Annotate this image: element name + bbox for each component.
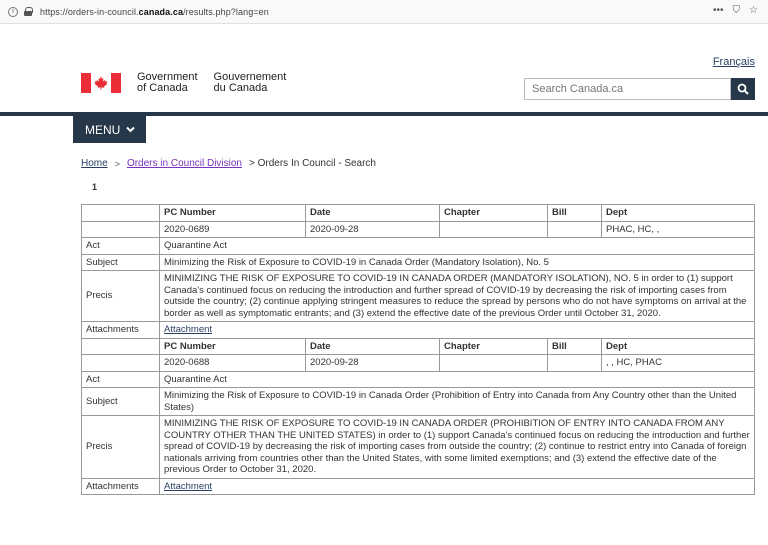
act-value: Quarantine Act — [160, 371, 755, 388]
pc-number-header: PC Number — [160, 205, 306, 222]
precis-value: MINIMIZING THE RISK OF EXPOSURE TO COVID-19 IN CANADA ORDER (MANDATORY ISOLATION), NO. 5 in order to (1) support Canada's continued focus on reducing the introduction and further spread of COVID-19 by decreasing the risk of importing cases from outside the country; (2) continue applying stringent measures to reduce the spread by persons who do not have symptoms on arrival at the border as well as symptomatic entrants; and (3) extend the effective date of the previous Order until October 31, 2020. — [160, 271, 755, 322]
breadcrumb-current: > Orders In Council - Search — [249, 158, 376, 169]
subject-value: Minimizing the Risk of Exposure to COVID-19 in Canada Order (Prohibition of Entry into Canada from Any Country other than the United States) — [160, 388, 755, 416]
precis-value: MINIMIZING THE RISK OF EXPOSURE TO COVID-19 IN CANADA ORDER (PROHIBITION OF ENTRY INTO CANADA FROM ANY COUNTRY OTHER THAN THE UNITED STATES) in order to (1) support Canada's continued focus on reducing the introduction and further spread of COVID-19 by decreasing the risk of importing cases from outside the country; (2) continue to restrict entry into Canada of foreign nationals arriving from countries other than the United States, with some limited exemptions; and (3) extend the effective date of the previous Order to October 31, 2020. — [160, 416, 755, 479]
wordmark-english: Government of Canada — [137, 71, 198, 94]
wordmark-french: Gouvernement du Canada — [213, 71, 287, 94]
subject-label: Subject — [82, 388, 160, 416]
attachments-cell — [160, 478, 755, 495]
table-row — [82, 205, 755, 222]
pc-number-value: 2020-0688 — [160, 355, 306, 372]
subject-value: Minimizing the Risk of Exposure to COVID-19 in Canada Order (Mandatory Isolation), No. 5 — [160, 254, 755, 271]
table-row — [82, 478, 755, 495]
language-toggle-link[interactable]: Français — [712, 56, 755, 68]
search-button[interactable] — [731, 78, 755, 100]
dept-value: , , HC, PHAC — [602, 355, 755, 372]
breadcrumb-separator: > — [114, 158, 120, 169]
government-of-canada-logo[interactable] — [81, 72, 286, 94]
table-row — [82, 371, 755, 388]
dept-value: PHAC, HC, , — [602, 221, 755, 238]
empty-cell — [82, 221, 160, 238]
breadcrumb-division-link[interactable]: Orders in Council Division — [126, 158, 242, 169]
browser-url-bar[interactable] — [0, 0, 768, 24]
table-row — [82, 254, 755, 271]
site-search — [524, 78, 755, 100]
empty-header-cell — [82, 205, 160, 222]
table-row — [82, 221, 755, 238]
results-table — [81, 204, 755, 495]
attachment-link[interactable]: Attachment — [164, 480, 213, 492]
subject-label: Subject — [82, 254, 160, 271]
dept-header: Dept — [602, 205, 755, 222]
menu-label: MENU — [85, 122, 121, 137]
empty-cell — [82, 355, 160, 372]
bill-value — [548, 221, 602, 238]
attachment-link[interactable]: Attachment — [164, 324, 213, 335]
table-row — [82, 322, 755, 339]
date-value: 2020-09-28 — [306, 221, 440, 238]
chapter-value — [440, 355, 548, 372]
table-row — [82, 271, 755, 322]
chapter-value — [440, 221, 548, 238]
bookmark-star-icon[interactable]: ☆ — [749, 5, 758, 16]
precis-label: Precis — [82, 271, 160, 322]
date-header: Date — [306, 338, 440, 355]
bill-header: Bill — [548, 338, 602, 355]
result-count: 1 — [92, 182, 98, 192]
url-text[interactable]: https://orders-in-council.canada.ca/results.php?lang=en — [40, 6, 269, 17]
attachments-cell — [160, 322, 755, 339]
pc-number-header: PC Number — [160, 338, 306, 355]
breadcrumb — [81, 158, 376, 169]
search-icon — [737, 83, 749, 95]
chapter-header: Chapter — [440, 205, 548, 222]
date-header: Date — [306, 205, 440, 222]
bill-header: Bill — [548, 205, 602, 222]
canada-flag-icon — [81, 73, 121, 93]
empty-header-cell — [82, 338, 160, 355]
date-value: 2020-09-28 — [306, 355, 440, 372]
menu-button[interactable] — [73, 116, 146, 143]
act-label: Act — [82, 238, 160, 255]
table-row — [82, 338, 755, 355]
breadcrumb-home-link[interactable]: Home — [81, 158, 108, 169]
info-icon[interactable]: i — [8, 7, 18, 17]
search-input[interactable] — [524, 78, 731, 100]
precis-label: Precis — [82, 416, 160, 479]
table-row — [82, 388, 755, 416]
attachments-label: Attachments — [82, 322, 160, 339]
pocket-icon[interactable]: ⛉ — [732, 5, 741, 16]
table-row — [82, 355, 755, 372]
chevron-down-icon — [126, 126, 135, 133]
pc-number-value: 2020-0689 — [160, 221, 306, 238]
table-row — [82, 416, 755, 479]
lock-icon[interactable] — [24, 7, 32, 16]
more-actions-icon[interactable]: ••• — [713, 5, 724, 16]
bill-value — [548, 355, 602, 372]
attachments-label: Attachments — [82, 478, 160, 495]
act-label: Act — [82, 371, 160, 388]
chapter-header: Chapter — [440, 338, 548, 355]
dept-header: Dept — [602, 338, 755, 355]
table-row — [82, 238, 755, 255]
act-value: Quarantine Act — [160, 238, 755, 255]
